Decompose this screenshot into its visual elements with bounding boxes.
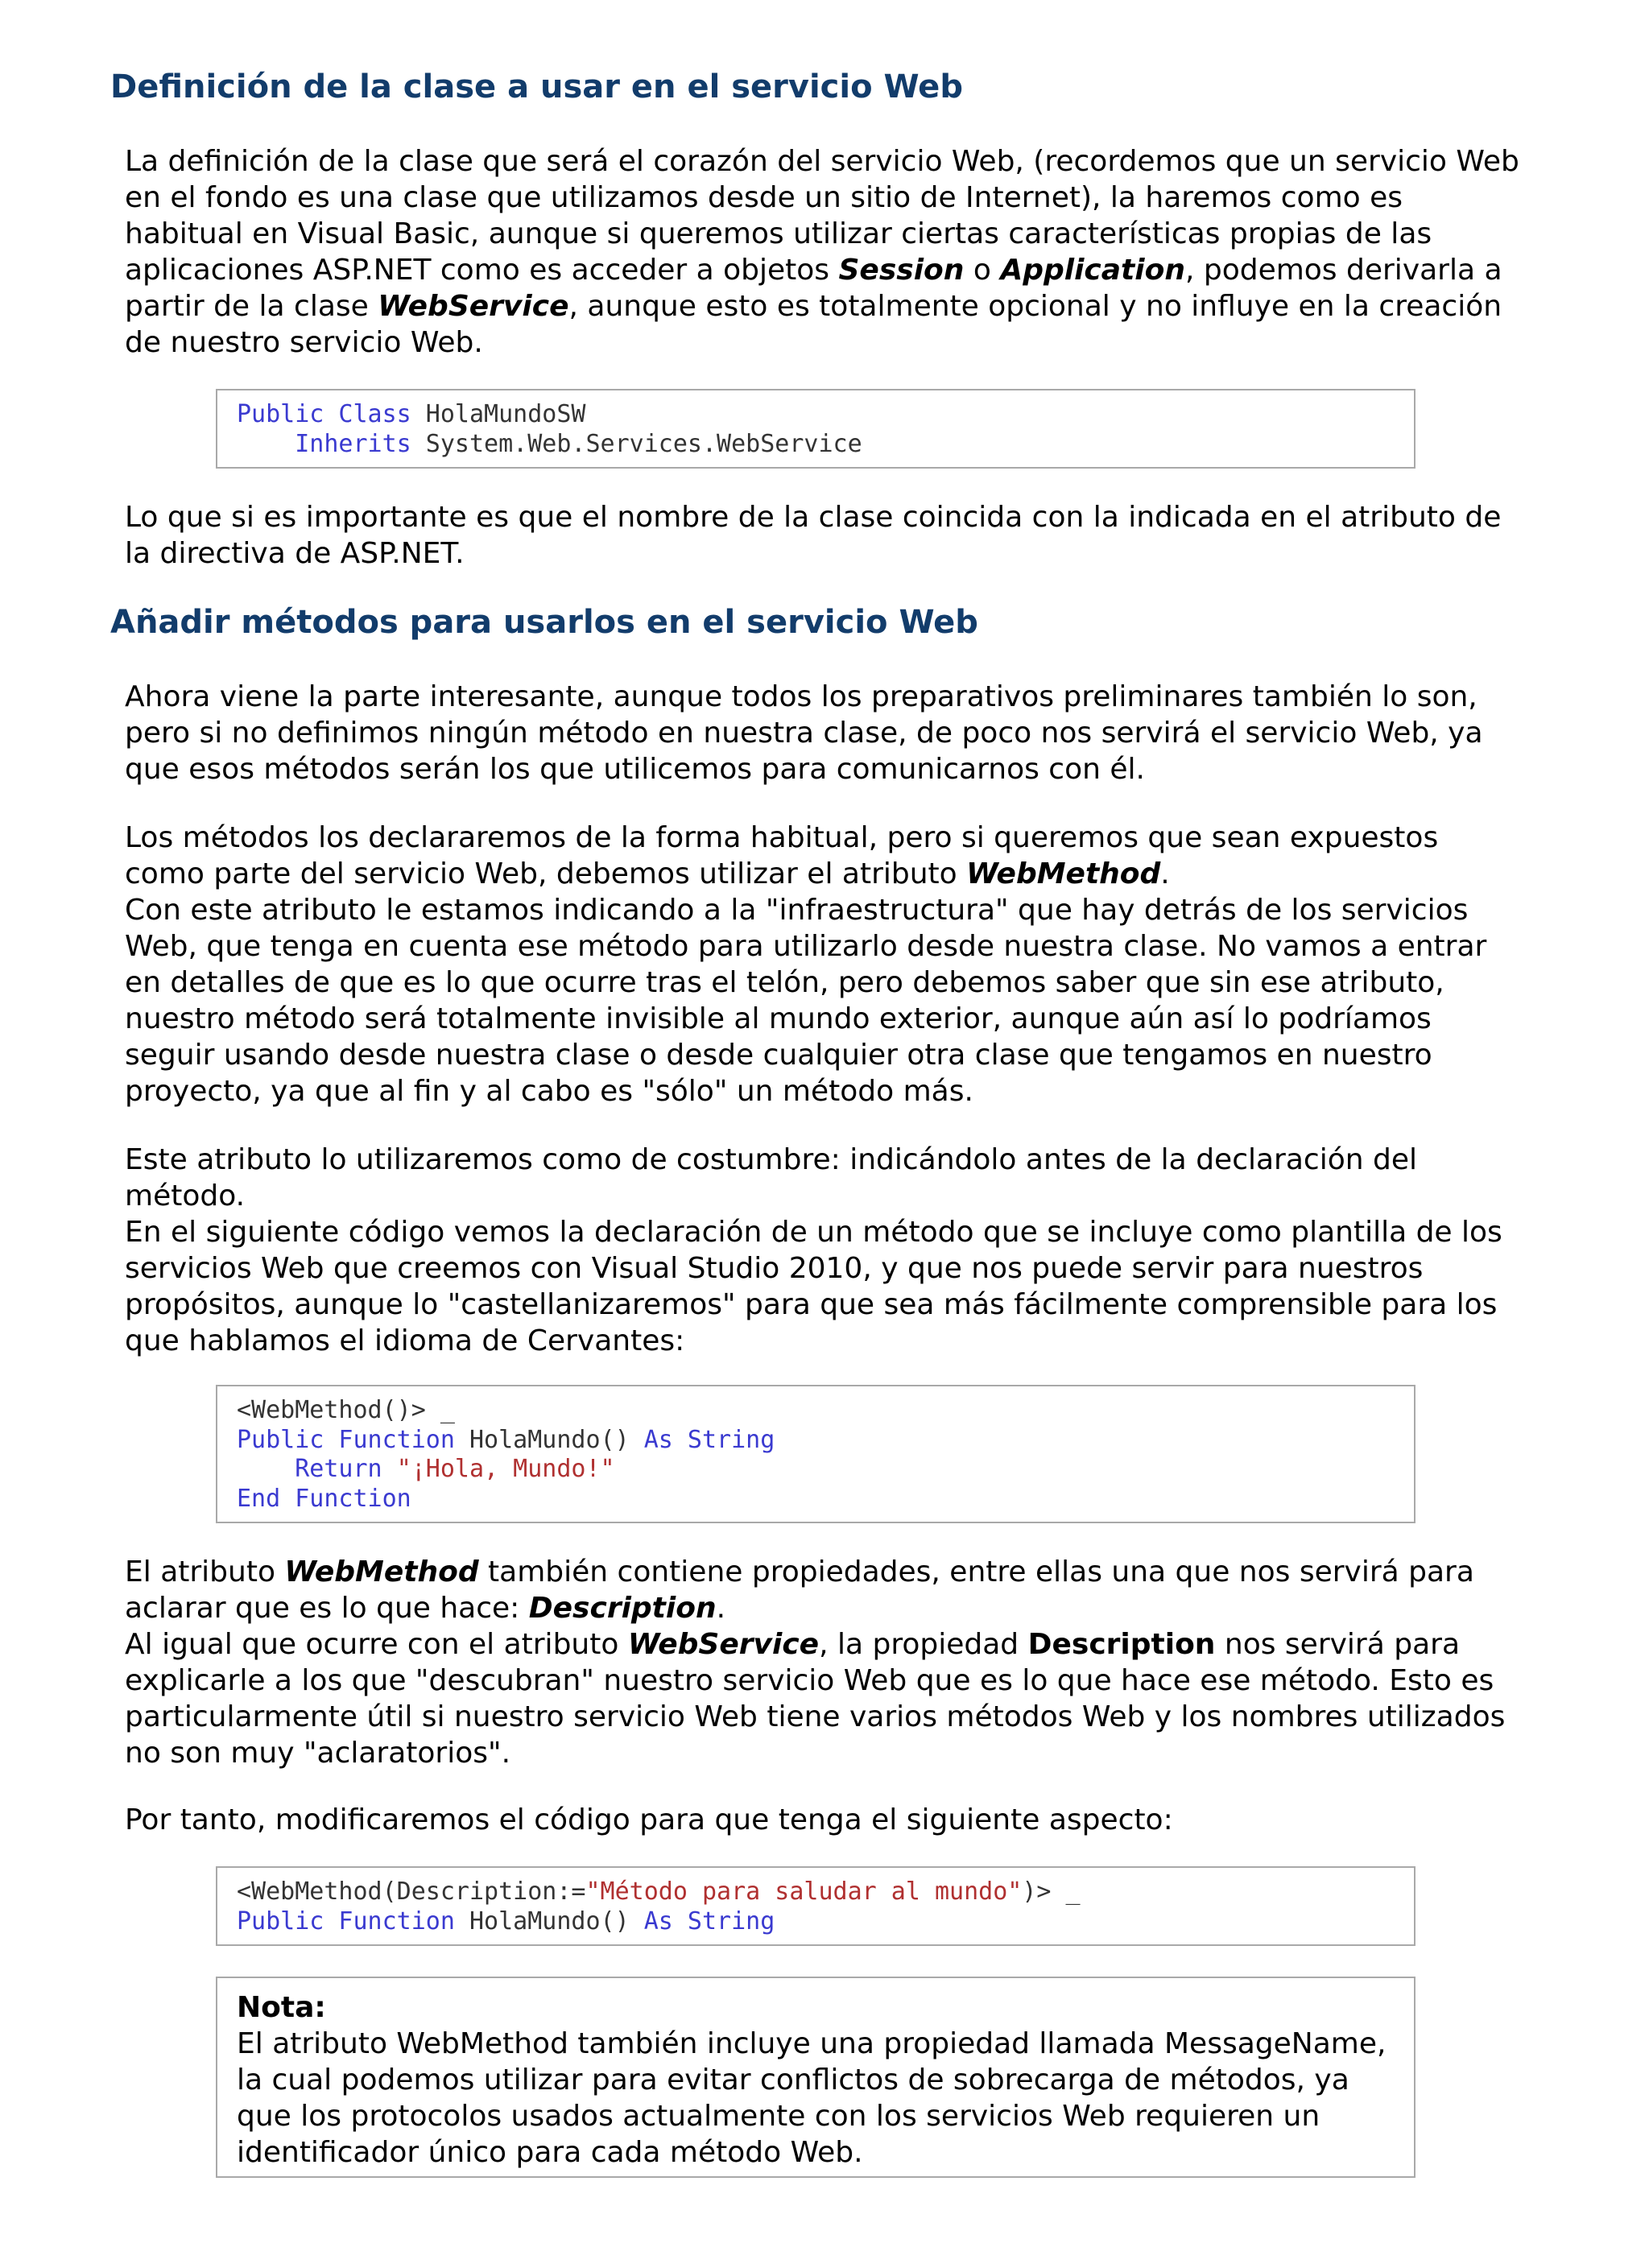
code-block-class-declaration: Public Class HolaMundoSW Inherits System.Web.Services.WebService: [216, 389, 1415, 469]
section-heading-add-methods: Añadir métodos para usarlos en el servicio Web: [110, 604, 978, 641]
paragraph-webmethod-attribute: Los métodos los declararemos de la forma habitual, pero si queremos que sean expuestos como parte del servicio Web, debemos utilizar el atributo WebMethod. Con este atributo le estamos indicando a la "infraestructura" que hay detrás de los servicios Web, que tenga en cuenta ese método para utilizarlo desde nuestra clase. No vamos a entrar en detalles de que es lo que ocurre tras el telón, pero debemos saber que sin ese atributo, nuestro método será totalmente invisible al mundo exterior, aunque aún así lo podríamos seguir usando desde nuestra clase o desde cualquier otra clase que tengamos en nuestro proyecto, ya que al fin y al cabo es "sólo" un método más.: [125, 821, 1487, 1108]
paragraph-class-name-note: Lo que si es importante es que el nombre de la clase coincida con la indicada en el atributo de la directiva de ASP.NET.: [125, 501, 1502, 570]
code-block-webmethod-description: <WebMethod(Description:="Método para saludar al mundo")> _ Public Function HolaMundo() As String: [216, 1866, 1415, 1946]
code-block-hola-mundo: <WebMethod()> _ Public Function HolaMundo() As String Return "¡Hola, Mundo!" End Function: [216, 1385, 1415, 1523]
keyword-description-bold: Description: [1027, 1628, 1216, 1661]
note-body: El atributo WebMethod también incluye una propiedad llamada MessageName, la cual podemos utilizar para evitar conflictos de sobrecarga de métodos, ya que los protocolos usados actualmente con los servicios Web requieren un identificador único para cada método Web.: [237, 2027, 1387, 2169]
keyword-webservice: WebService: [378, 290, 569, 323]
keyword-webmethod: WebMethod: [966, 857, 1161, 890]
keyword-webmethod: WebMethod: [284, 1555, 479, 1588]
keyword-description: Description: [528, 1592, 717, 1625]
keyword-webservice: WebService: [627, 1628, 820, 1661]
paragraph-description-property: El atributo WebMethod también contiene propiedades, entre ellas una que nos servirá para aclarar que es lo que hace: Description. Al igual que ocurre con el atributo WebService, la propiedad Description nos servirá para explicarle a los que "descubran" nuestro servicio Web que es lo que hace ese método. Esto es particularmente útil si nuestro servicio Web tiene varios métodos Web y los nombres utilizados no son muy "aclaratorios".: [125, 1555, 1506, 1770]
paragraph-modify-code: Por tanto, modificaremos el código para que tenga el siguiente aspecto:: [125, 1803, 1173, 1836]
keyword-application: Application: [1000, 254, 1185, 287]
paragraph-interesting-part: Ahora viene la parte interesante, aunque todos los preparativos preliminares también lo son, pero si no definimos ningún método en nuestra clase, de poco nos servirá el servicio Web, ya que esos métodos serán los que utilicemos para comunicarnos con él.: [125, 680, 1483, 786]
keyword-session: Session: [838, 254, 965, 287]
paragraph-attribute-usage: Este atributo lo utilizaremos como de costumbre: indicándolo antes de la declaración del método. En el siguiente código vemos la declaración de un método que se incluye como plantilla de los servicios Web que creemos con Visual Studio 2010, y que nos puede servir para nuestros propósitos, aunque lo "castellanizaremos" para que sea más fácilmente comprensible para los que hablamos el idioma de Cervantes:: [125, 1143, 1502, 1357]
note-title: Nota:: [237, 1991, 326, 2024]
note-box: [216, 1977, 1415, 2178]
paragraph-class-definition: La definición de la clase que será el corazón del servicio Web, (recordemos que un servicio Web en el fondo es una clase que utilizamos desde un sitio de Internet), la haremos como es habitual en Visual Basic, aunque si queremos utilizar ciertas características propias de las aplicaciones ASP.NET como es acceder a objetos Session o Application, podemos derivarla a partir de la clase WebService, aunque esto es totalmente opcional y no influye en la creación de nuestro servicio Web.: [125, 145, 1519, 359]
section-heading-class-definition: Definición de la clase a usar en el servicio Web: [110, 68, 963, 105]
